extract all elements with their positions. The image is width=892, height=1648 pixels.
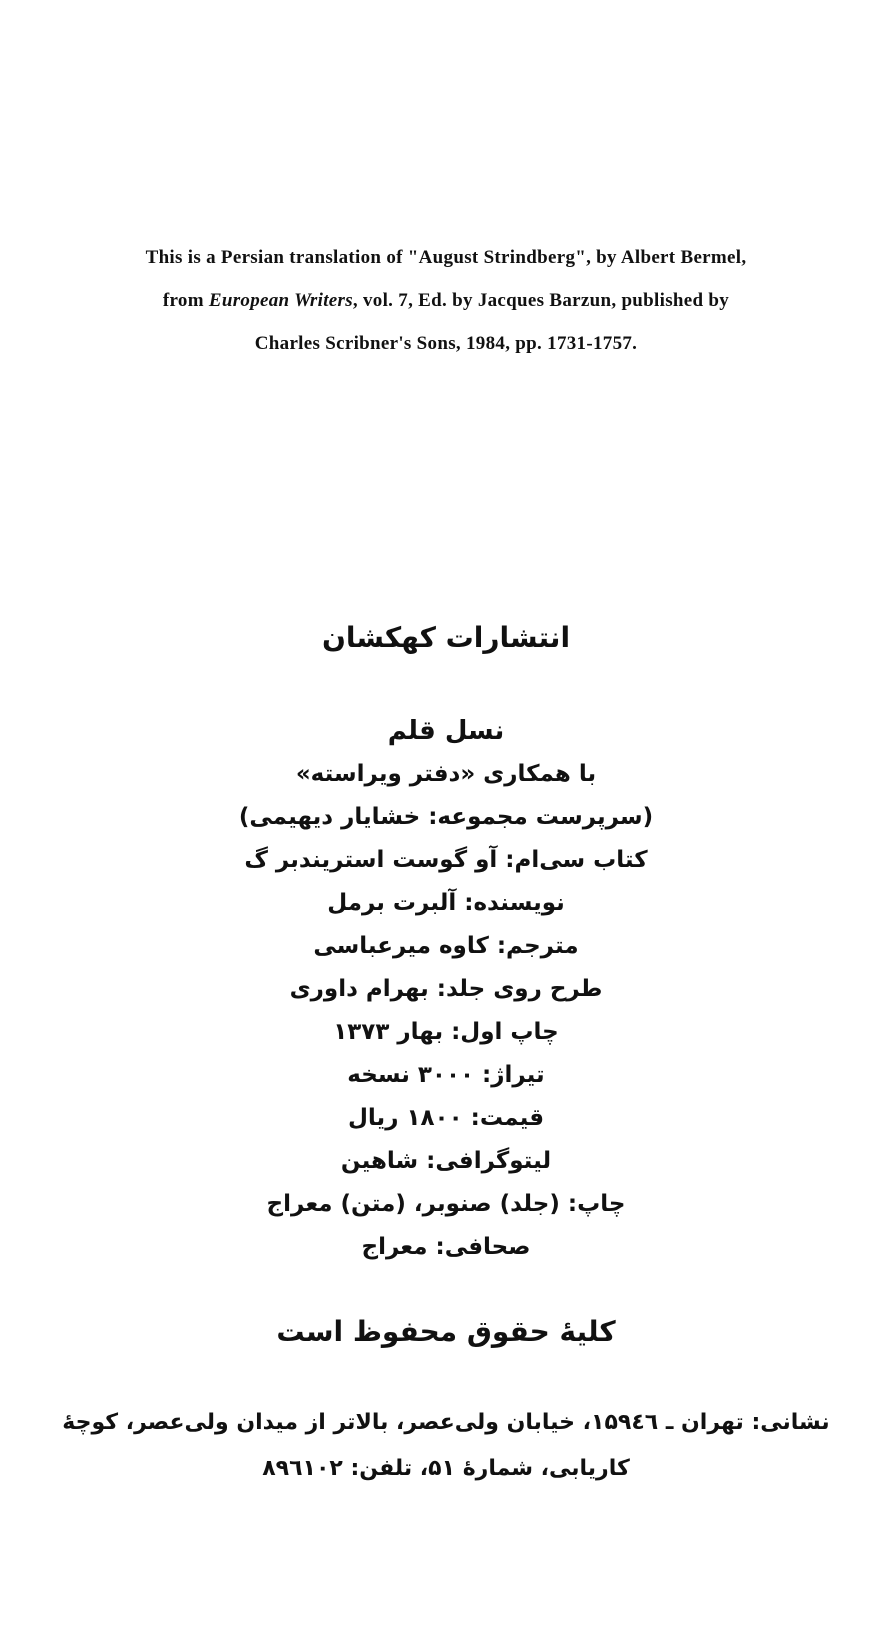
binding-line: صحافی: معراج bbox=[361, 1234, 531, 1260]
author-line: نویسنده: آلبرت برمل bbox=[327, 890, 565, 916]
translation-note-line-2-prefix: from bbox=[162, 290, 209, 311]
series-editor-line: (سرپرست مجموعه: خشایار دیهیمی) bbox=[238, 804, 654, 830]
translation-note-line-1: This is a Persian translation of "August Strindberg", by Albert Bermel, bbox=[145, 247, 747, 268]
cover-design-line: طرح روی جلد: بهرام داوری bbox=[289, 976, 603, 1002]
price-line: قیمت: ۱۸۰۰ ریال bbox=[347, 1105, 545, 1131]
series-name: نسل قلم bbox=[387, 716, 505, 746]
edition-line: چاپ اول: بهار ۱۳۷۳ bbox=[333, 1019, 559, 1045]
source-book-title: European Writers bbox=[208, 290, 353, 311]
copyright-notice: کلیهٔ حقوق محفوظ است bbox=[276, 1315, 616, 1348]
translation-note-line-3: Charles Scribner's Sons, 1984, pp. 1731-1757. bbox=[254, 333, 638, 354]
publisher-name: انتشارات کهکشان bbox=[321, 621, 571, 654]
print-run-line: تیراژ: ۳۰۰۰ نسخه bbox=[347, 1062, 545, 1088]
printing-line: چاپ: (جلد) صنوبر، (متن) معراج bbox=[266, 1191, 626, 1217]
translation-note bbox=[40, 236, 852, 365]
translation-note-line-2-suffix: , vol. 7, Ed. by Jacques Barzun, published by bbox=[352, 290, 730, 311]
address-line-2: کاریابی، شمارهٔ ۵۱، تلفن: ۸۹٦۱۰۲ bbox=[262, 1456, 630, 1481]
book-number-line: کتاب سی‌ام: آو گوست استریندبر گ bbox=[244, 847, 648, 873]
lithography-line: لیتوگرافی: شاهین bbox=[340, 1148, 552, 1174]
publisher-address bbox=[40, 1400, 852, 1492]
credits-list bbox=[40, 710, 852, 1269]
address-line-1: نشانی: تهران ـ ۱۵۹٤٦، خیابان ولی‌عصر، بالاتر از میدان ولی‌عصر، کوچهٔ bbox=[62, 1410, 830, 1435]
translator-line: مترجم: کاوه میرعباسی bbox=[313, 933, 579, 959]
translation-note-line-2 bbox=[40, 279, 852, 322]
collaboration-line: با همکاری «دفتر ویراسته» bbox=[295, 761, 597, 787]
